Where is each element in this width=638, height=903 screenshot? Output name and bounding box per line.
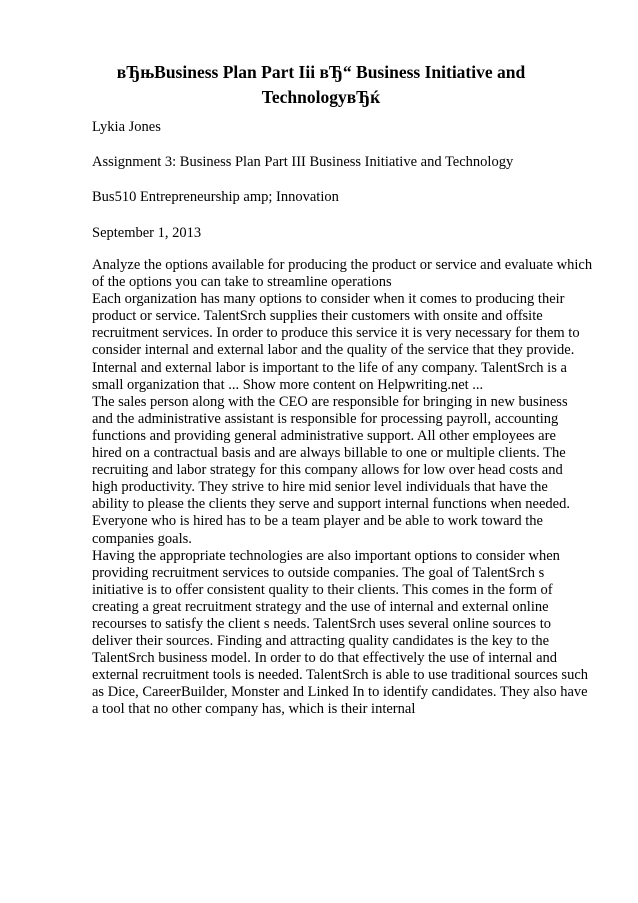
body-line: hired on a contractual basis and are always billable to one or multiple clients. The [92,445,566,462]
assignment-line: Assignment 3: Business Plan Part III Business Initiative and Technology [92,154,514,170]
body-line: recourses to satisfy the client s needs. TalentSrch uses several online sources to [92,615,551,632]
title-line: вЂњBusiness Plan Part Iii вЂ“ Business Initiative and [116,62,526,82]
body-line: Internal and external labor is important to the life of any company. TalentSrch is a [92,359,567,376]
body-line: companies goals. [92,530,192,547]
author-name: Lykia Jones [92,119,161,135]
body-line: external recruitment tools is needed. TalentSrch is able to use traditional sources such [92,667,589,684]
body-line: a tool that no other company has, which is their internal [92,701,416,718]
body-line: deliver their sources. Finding and attracting quality candidates is the key to the [92,633,550,650]
body-line: small organization that ... Show more content on Helpwriting.net ... [92,376,484,393]
body-line: Everyone who is hired has to be a team player and be able to work toward the [92,513,543,530]
body-line: Having the appropriate technologies are also important options to consider when [92,547,560,564]
title-line: TechnologyвЂќ [261,87,381,107]
body-line: of the options you can take to streamline operations [92,274,392,291]
body-text [92,257,598,719]
body-line: ability to please the clients they serve and support internal functions when needed. [92,496,570,513]
body-line: product or service. TalentSrch supplies their customers with onsite and offsite [92,308,543,325]
document-title [92,60,550,110]
body-line: Analyze the options available for producing the product or service and evaluate which [92,257,593,273]
body-line: and the administrative assistant is responsible for processing payroll, accounting [92,410,559,427]
body-line: as Dice, CareerBuilder, Monster and Linked In to identify candidates. They also have [92,684,588,701]
document-date: September 1, 2013 [92,225,202,241]
course-line: Bus510 Entrepreneurship amp; Innovation [92,189,339,205]
body-line: initiative is to offer consistent quality to their clients. This comes in the form of [92,581,553,598]
body-line: consider internal and external labor and the quality of the service that they provide. [92,342,575,359]
body-line: Each organization has many options to consider when it comes to producing their [92,291,565,308]
body-line: functions and providing general administrative support. All other employees are [92,427,556,444]
body-line: providing recruitment services to outside companies. The goal of TalentSrch s [92,564,545,581]
body-line: TalentSrch business model. In order to do that effectively the use of internal and [92,650,557,667]
body-line: recruiting and labor strategy for this company allows for low over head costs and [92,462,563,479]
body-line: creating a great recruitment strategy and the use of internal and external online [92,598,549,615]
body-line: recruitment services. In order to produce this service it is very necessary for them to [92,325,580,342]
body-line: high productivity. They strive to hire mid senior level individuals that have the [92,479,548,496]
body-line: The sales person along with the CEO are responsible for bringing in new business [92,393,568,410]
